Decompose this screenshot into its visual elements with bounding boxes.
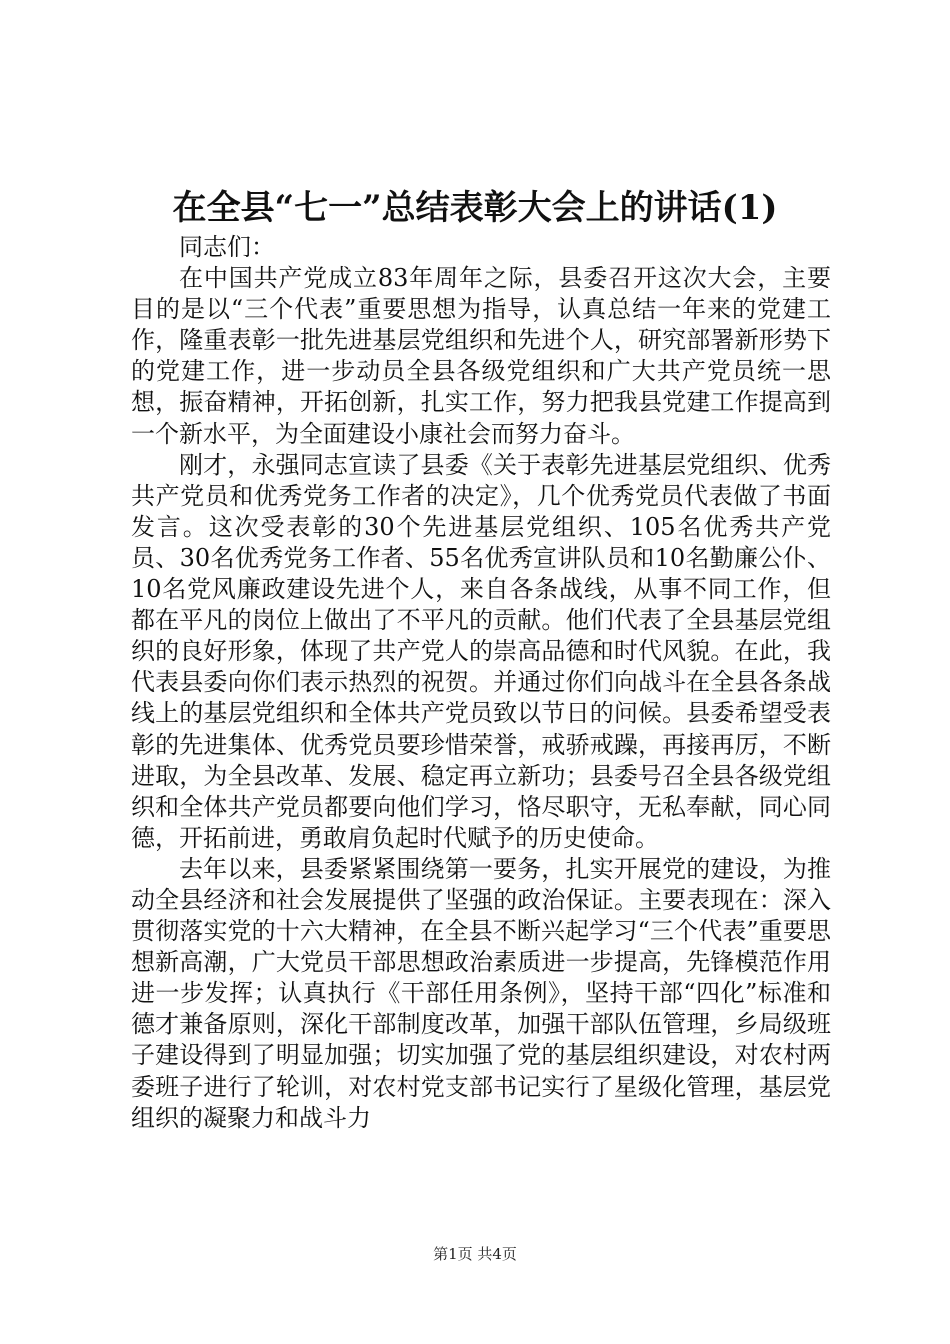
paragraph-2: 刚才，永强同志宣读了县委《关于表彰先进基层党组织、优秀共产党员和优秀党务工作者的决定》，几个优秀党员代表做了书面发言。这次受表彰的30个先进基层党组织、105名优秀共产党员、30名优秀党务工作者、55名优秀宣讲队员和10名勤廉公仆、10名党风廉政建设先进个人，来自各条战线，从事不同工作，但都在平凡的岗位上做出了不平凡的贡献。他们代表了全县基层党组织的良好形象，体现了共产党人的崇高品德和时代风貌。在此，我代表县委向你们表示热烈的祝贺。并通过你们向战斗在全县各条战线上的基层党组织和全体共产党员致以节日的问候。县委希望受表彰的先进集体、优秀党员要珍惜荣誉，戒骄戒躁，再接再厉，不断进取，为全县改革、发展、稳定再立新功；县委号召全县各级党组织和全体共产党员都要向他们学习，恪尽职守，无私奉献，同心同德，开拓前进，勇敢肩负起时代赋予的历史使命。 <box>131 450 831 852</box>
salutation: 同志们： <box>179 233 275 261</box>
page-footer: 第1页 共4页 <box>433 1245 517 1263</box>
document-body <box>131 232 831 1134</box>
paragraph-1: 在中国共产党成立83年周年之际，县委召开这次大会，主要目的是以“三个代表”重要思想为指导，认真总结一年来的党建工作，隆重表彰一批先进基层党组织和先进个人，研究部署新形势下的党建工作，进一步动员全县各级党组织和广大共产党员统一思想，振奋精神，开拓创新，扎实工作，努力把我县党建工作提高到一个新水平，为全面建设小康社会而努力奋斗。 <box>131 264 831 448</box>
paragraph-3: 去年以来，县委紧紧围绕第一要务，扎实开展党的建设，为推动全县经济和社会发展提供了坚强的政治保证。主要表现在：深入贯彻落实党的十六大精神，在全县不断兴起学习“三个代表”重要思想新高潮，广大党员干部思想政治素质进一步提高，先锋模范作用进一步发挥；认真执行《干部任用条例》，坚持干部“四化”标准和德才兼备原则，深化干部制度改革，加强干部队伍管理，乡局级班子建设得到了明显加强；切实加强了党的基层组织建设，对农村两委班子进行了轮训，对农村党支部书记实行了星级化管理，基层党组织的凝聚力和战斗力 <box>131 854 831 1132</box>
document-title: 在全县“七一”总结表彰大会上的讲话(1) <box>172 188 778 228</box>
